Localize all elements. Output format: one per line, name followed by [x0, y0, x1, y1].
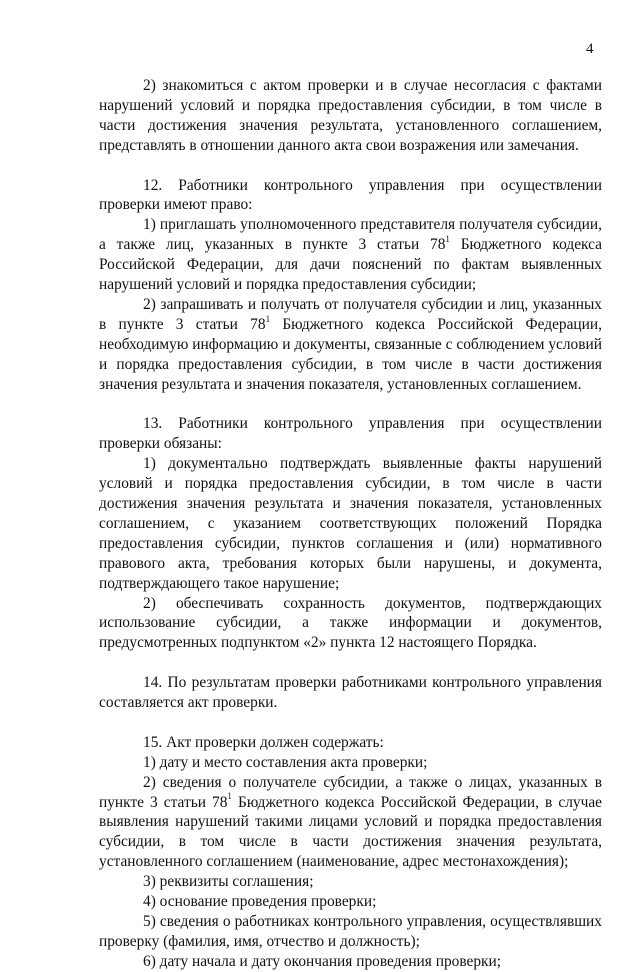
page-number: 4	[586, 41, 594, 57]
paragraph-15-6: 6) дату начала и дату окончания проведения проверки;	[143, 952, 502, 970]
paragraph-14: 14. По результатам проверки работниками контрольного управления составляется акт проверки.	[99, 674, 602, 712]
paragraph-13-2: 2) обеспечивать сохранность документов, подтверждающих использование субсидии, а также информации и документов, предусмотренных подпунктом «2» пункта 12 настоящего Порядка.	[99, 594, 602, 652]
paragraph-15-heading: 15. Акт проверки должен содержать:	[143, 733, 384, 751]
paragraph-13-heading: 13. Работники контрольного управления при осуществлении проверки обязаны:	[99, 415, 602, 453]
paragraph-12-2: 2) запрашивать и получать от получателя субсидии и лиц, указанных в пункте 3 статьи $78^1$ Бюджетного кодекса Российской Федерации, необходимую информацию и документы, связанные с соблюдением условий и порядка предоставления субсидии, в том числе в части достижения значения результата и значения показателя, установленных соглашением.	[99, 295, 602, 393]
document-body	[99, 76, 602, 972]
paragraph-15-4: 4) основание проведения проверки;	[143, 893, 377, 911]
paragraph-15-3: 3) реквизиты соглашения;	[143, 873, 314, 891]
paragraph-11-2: 2) знакомиться с актом проверки и в случае несогласия с фактами нарушений условий и порядка предоставления субсидии, в том числе в части достижения значения результата, установленного соглашением, представлять в отношении данного акта свои возражения или замечания.	[99, 77, 602, 154]
paragraph-12-heading: 12. Работники контрольного управления при осуществлении проверки имеют право:	[99, 176, 602, 214]
paragraph-15-5: 5) сведения о работниках контрольного управления, осуществлявших проверку (фамилия, имя, отчество и должность);	[99, 913, 602, 950]
paragraph-13-1: 1) документально подтверждать выявленные факты нарушений условий и порядка предоставления субсидии, в том числе в части достижения значения результата и значения показателя, установленных соглашением, с указанием соответствующих положений Порядка предоставления субсидии, пунктов соглашения и (или) нормативного правового акта, требования которых были нарушены, и документа, подтверждающего такое нарушение;	[99, 455, 602, 592]
paragraph-12-1: 1) приглашать уполномоченного представителя получателя субсидии, а также лиц, указанных в пункте 3 статьи $78^1$ Бюджетного кодекса Российской Федерации, для дачи пояснений по фактам выявленных нарушений условий и порядка предоставления субсидии;	[99, 216, 602, 294]
paragraph-15-1: 1) дату и место составления акта проверки;	[143, 753, 428, 771]
paragraph-15-2: 2) сведения о получателе субсидии, а также о лицах, указанных в пункте 3 статьи $78^1$ Бюджетного кодекса Российской Федерации, в случае выявления нарушений такими лицами условий и порядка предоставления субсидии, в том числе в части достижения значения результата, установленного соглашением (наименование, адрес местонахождения);	[99, 773, 602, 871]
